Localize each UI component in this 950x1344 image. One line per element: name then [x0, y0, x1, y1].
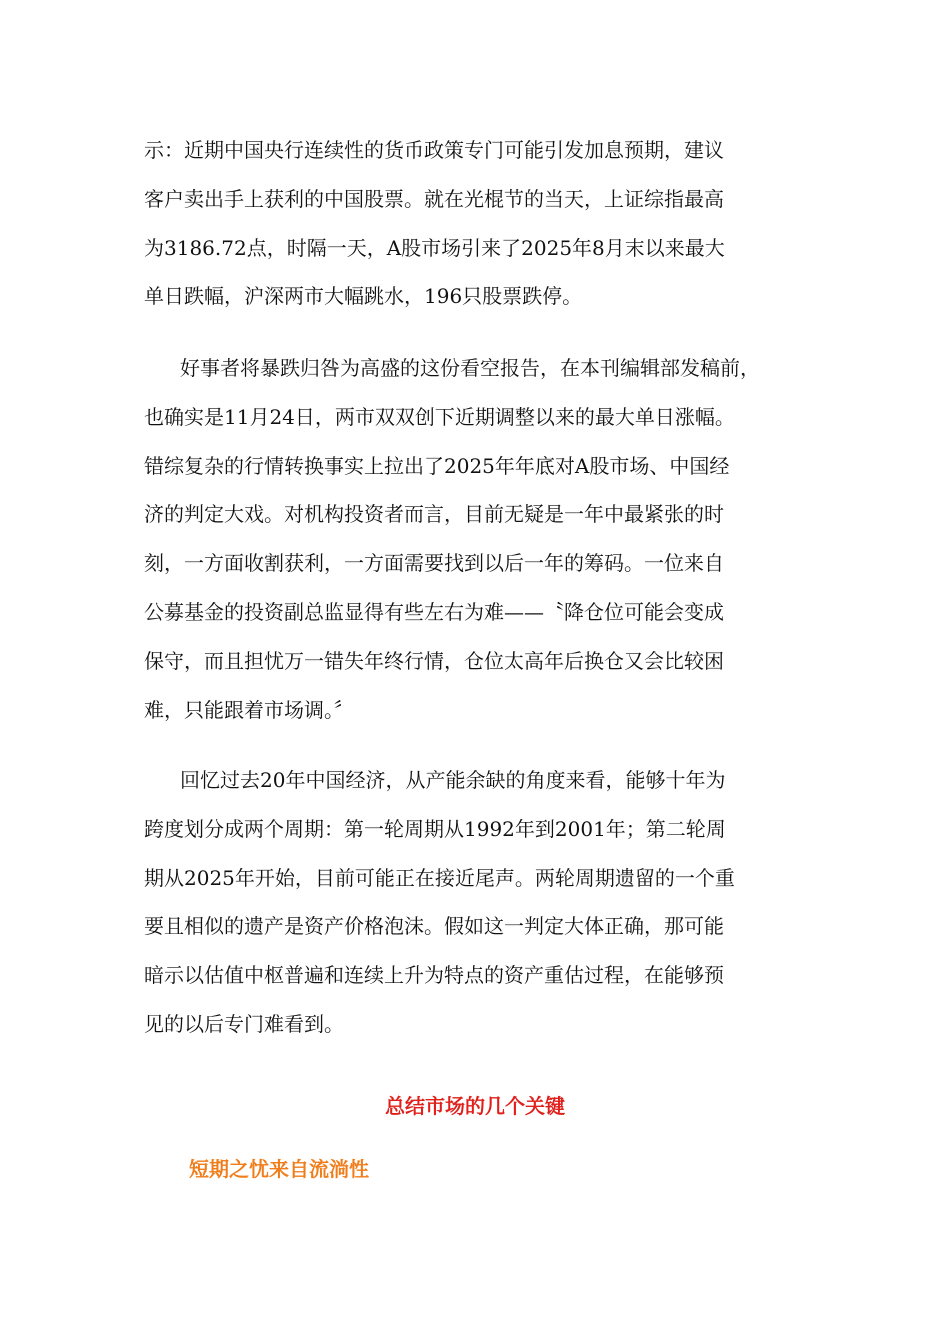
- paragraph-1: [144, 126, 814, 321]
- text-line: 也确实是11月24日，两市双双创下近期调整以来的最大单日涨幅。: [144, 404, 735, 429]
- subsection-heading: 短期之忧来自流淌性: [189, 1157, 369, 1181]
- text-line: 公募基金的投资副总监显得有些左右为难——〝降仓位可能会变成: [144, 599, 724, 624]
- paragraph-3: [144, 756, 814, 1049]
- text-line: 错综复杂的行情转换事实上拉出了2025年年底对A股市场、中国经: [144, 453, 730, 478]
- text-line: 济的判定大戏。对机构投资者而言，目前无疑是一年中最紧张的时: [144, 502, 724, 527]
- text-line: 跨度划分成两个周期：第一轮周期从1992年到2001年；第二轮周: [144, 816, 726, 841]
- text-line: 单日跌幅，沪深两市大幅跳水，196只股票跌停。: [144, 284, 583, 309]
- text-line: 保守，而且担忧万一错失年终行情，仓位太高年后换仓又会比较困: [144, 648, 724, 673]
- text-line: 示：近期中国央行连续性的货币政策专门可能引发加息预期，建议: [144, 138, 724, 162]
- section-heading: 总结市场的几个关键: [385, 1094, 565, 1118]
- text-line: 暗示以估值中枢普遍和连续上升为特点的资产重估过程，在能够预: [144, 963, 724, 988]
- text-line: 要且相似的遗产是资产价格泡沫。假如这一判定大体正确，那可能: [144, 914, 724, 939]
- text-line: 回忆过去20年中国经济，从产能余缺的角度来看，能够十年为: [180, 768, 726, 792]
- text-line: 难，只能跟着市场调。〞: [144, 697, 354, 722]
- text-line: 好事者将暴跌归咎为高盛的这份看空报告，在本刊编辑部发稿前，: [180, 356, 760, 380]
- paragraph-2: [144, 344, 814, 734]
- text-line: 刻，一方面收割获利，一方面需要找到以后一年的筹码。一位来自: [144, 551, 724, 576]
- text-line: 为3186.72点，时隔一天，A股市场引来了2025年8月末以来最大: [144, 235, 725, 260]
- text-line: 期从2025年开始，目前可能正在接近尾声。两轮周期遗留的一个重: [144, 865, 735, 890]
- text-line: 客户卖出手上获利的中国股票。就在光棍节的当天，上证综指最高: [144, 186, 724, 211]
- text-line: 见的以后专门难看到。: [144, 1011, 344, 1036]
